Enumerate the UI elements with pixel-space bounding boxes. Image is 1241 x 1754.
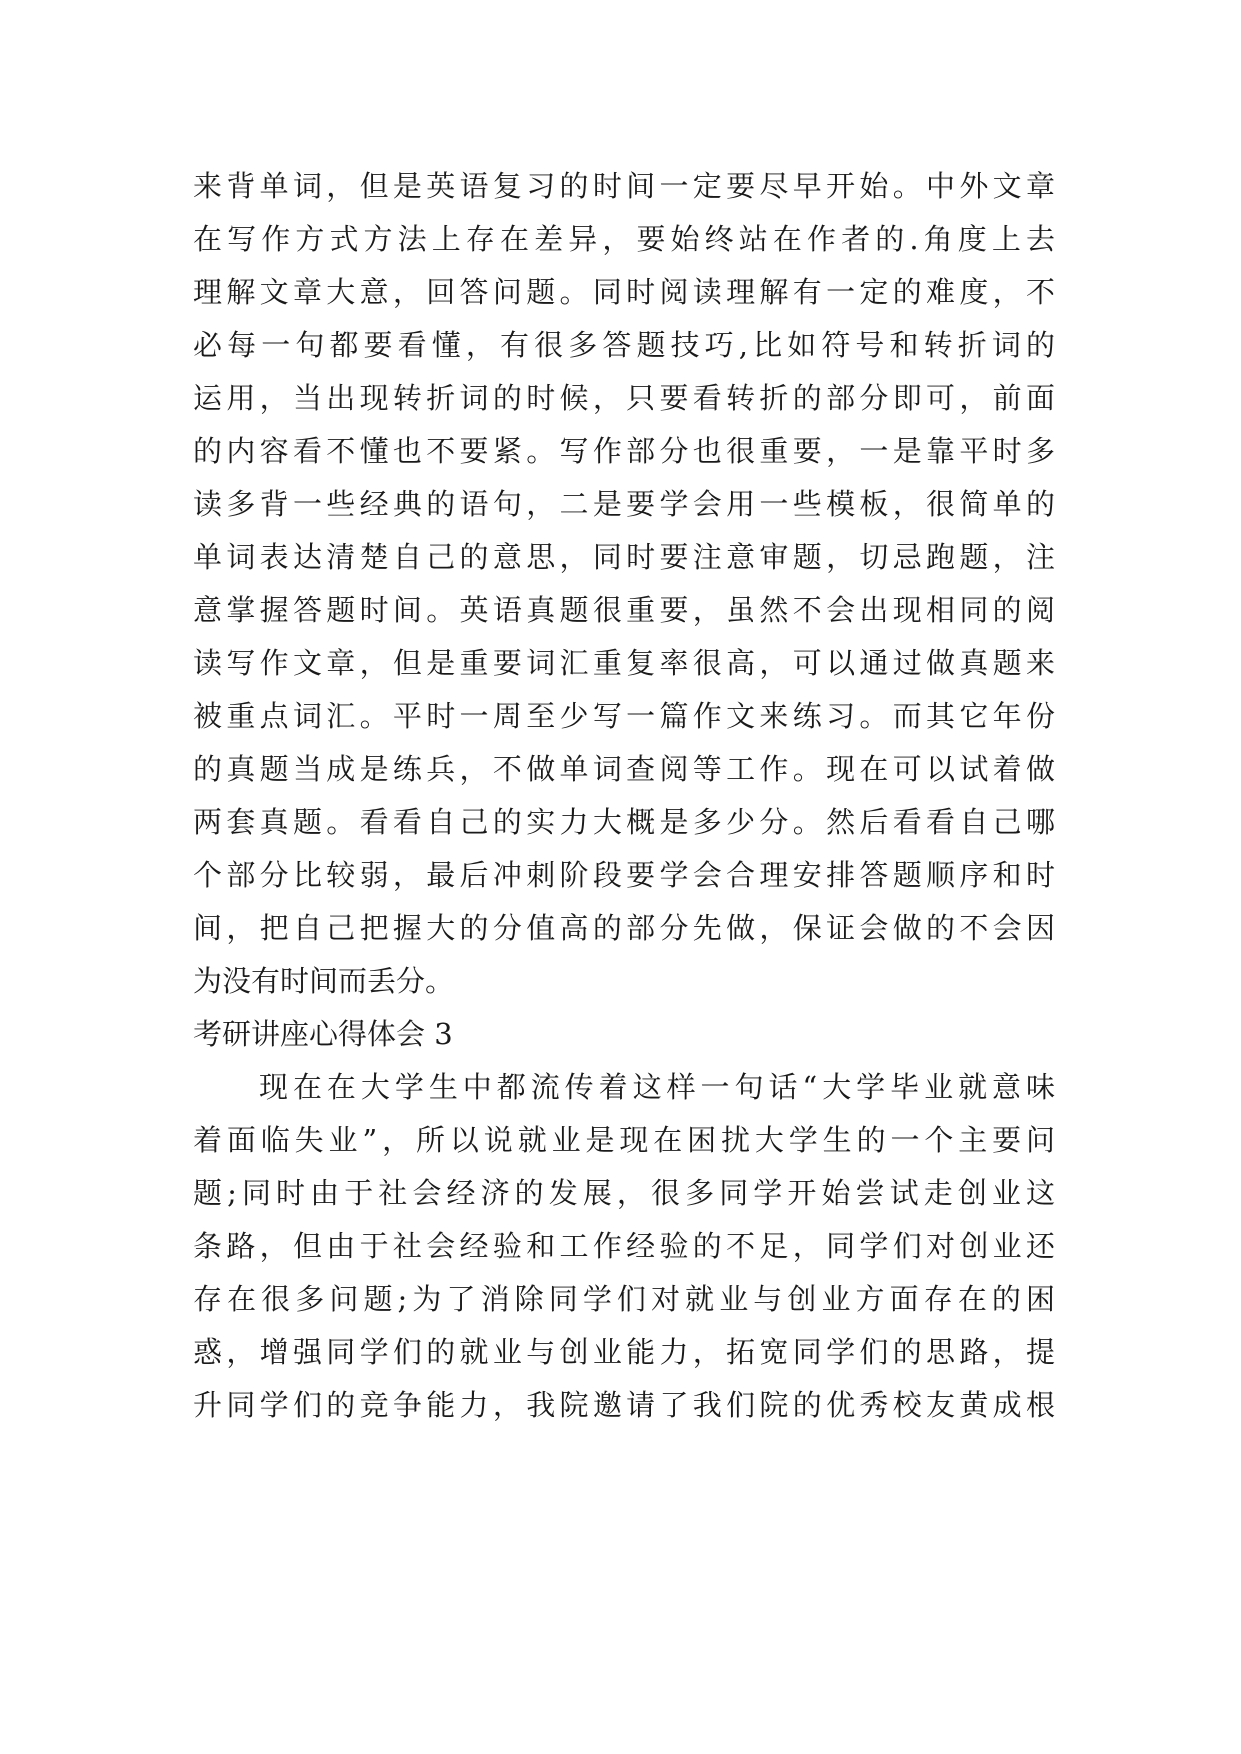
text-line: 存在很多问题;为了消除同学们对就业与创业方面存在的困 xyxy=(193,1282,1055,1316)
text-line: 理解文章大意，回答问题。同时阅读理解有一定的难度，不 xyxy=(193,275,1055,309)
text-line: 在写作方式方法上存在差异，要始终站在作者的.角度上去 xyxy=(193,222,1055,256)
text-line: 的真题当成是练兵，不做单词查阅等工作。现在可以试着做 xyxy=(193,752,1055,786)
text-line: 来背单词，但是英语复习的时间一定要尽早开始。中外文章 xyxy=(193,169,1055,203)
text-line: 惑，增强同学们的就业与创业能力，拓宽同学们的思路，提 xyxy=(193,1335,1055,1369)
text-line: 单词表达清楚自己的意思，同时要注意审题，切忌跑题，注 xyxy=(193,540,1055,574)
paragraph-1 xyxy=(193,160,1055,1008)
text-line: 个部分比较弱，最后冲刺阶段要学会合理安排答题顺序和时 xyxy=(193,858,1055,892)
text-line: 现在在大学生中都流传着这样一句话“大学毕业就意味 xyxy=(259,1070,1055,1104)
text-line: 题;同时由于社会经济的发展，很多同学开始尝试走创业这 xyxy=(193,1176,1055,1210)
text-line: 意掌握答题时间。英语真题很重要，虽然不会出现相同的阅 xyxy=(193,593,1055,627)
text-line: 条路，但由于社会经验和工作经验的不足，同学们对创业还 xyxy=(193,1229,1055,1263)
text-line: 读写作文章，但是重要词汇重复率很高，可以通过做真题来 xyxy=(193,646,1055,680)
text-line: 着面临失业”，所以说就业是现在困扰大学生的一个主要问 xyxy=(193,1123,1055,1157)
text-line: 被重点词汇。平时一周至少写一篇作文来练习。而其它年份 xyxy=(193,699,1055,733)
text-line: 升同学们的竞争能力，我院邀请了我们院的优秀校友黄成根 xyxy=(193,1388,1055,1422)
document-body xyxy=(193,160,1055,1432)
text-line: 必每一句都要看懂，有很多答题技巧,比如符号和转折词的 xyxy=(193,328,1055,362)
text-line: 为没有时间而丢分。 xyxy=(193,964,455,998)
text-line: 读多背一些经典的语句，二是要学会用一些模板，很简单的 xyxy=(193,487,1055,521)
text-line: 间，把自己把握大的分值高的部分先做，保证会做的不会因 xyxy=(193,911,1055,945)
paragraph-2 xyxy=(193,1061,1055,1432)
text-line: 的内容看不懂也不要紧。写作部分也很重要，一是靠平时多 xyxy=(193,434,1055,468)
section-heading: 考研讲座心得体会 3 xyxy=(193,1017,453,1051)
text-line: 运用，当出现转折词的时候，只要看转折的部分即可，前面 xyxy=(193,381,1055,415)
text-line: 两套真题。看看自己的实力大概是多少分。然后看看自己哪 xyxy=(193,805,1055,839)
